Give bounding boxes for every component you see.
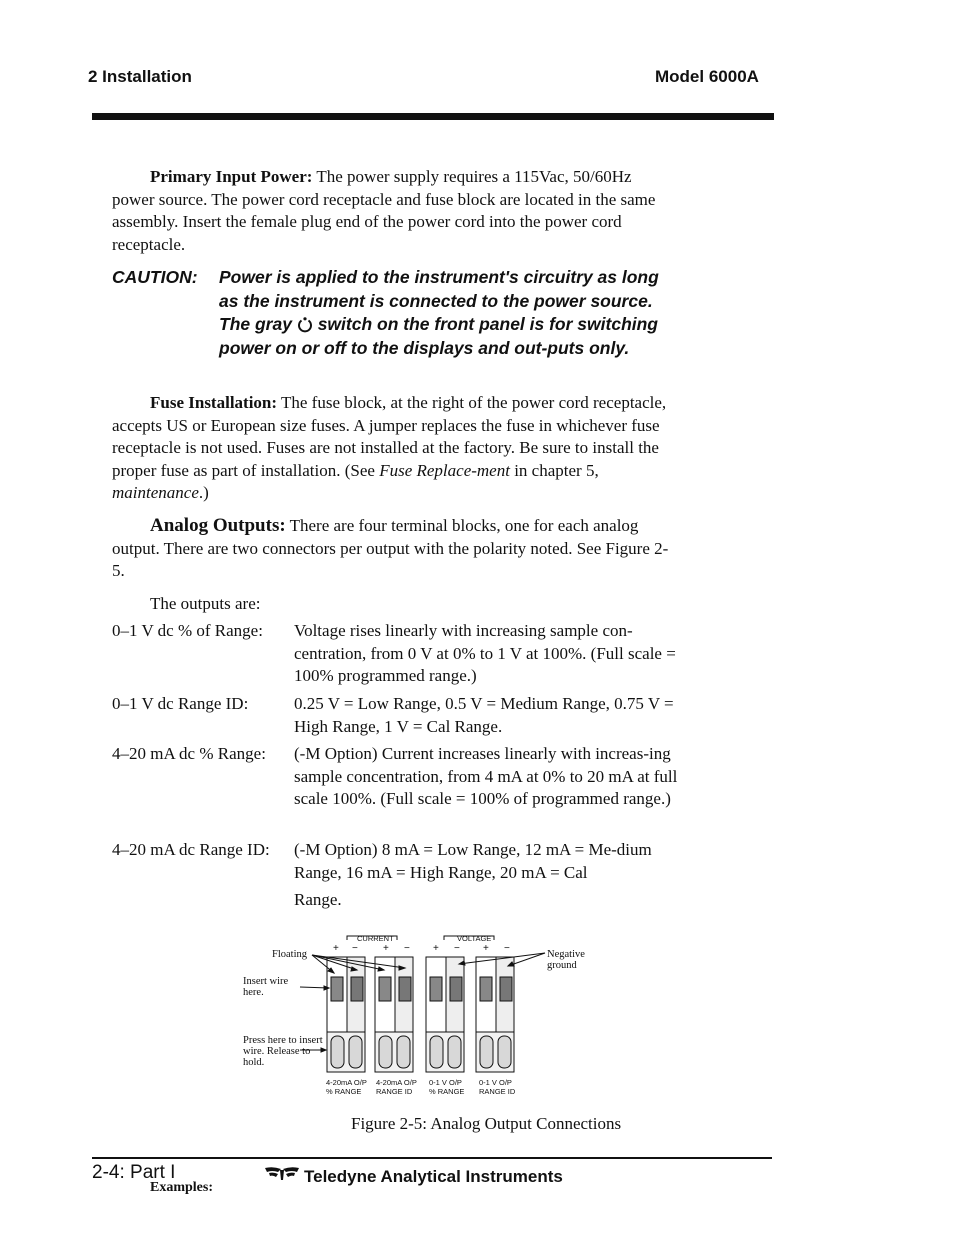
output-desc: Range. <box>294 890 342 909</box>
outputs-intro <box>112 593 677 616</box>
terminal-label-1: 4-20mA O/P % RANGE <box>326 1078 367 1096</box>
teledyne-logo-icon <box>264 1166 300 1187</box>
section-header: 2 Installation <box>88 67 192 86</box>
fuse-text-2: in chapter 5, <box>509 460 599 480</box>
fuse-text: The fuse block, at the right of the power cord receptacle, accepts US or European size fuses. A jumper replaces the fuse in whichever fuse receptacle is not used. Fuses are not installed at the factory. Be sure to install the proper fuse as part of installation. (See <box>112 393 667 480</box>
analog-output-figure <box>240 930 600 1105</box>
callout-insert-wire: Insert wire here. <box>243 976 289 998</box>
output-desc: (-M Option) Current increases linearly with increas-ing sample concentration, from 4 mA at 0% to 20 mA at full scale 100%. (Full scale = 100% of programmed range.) <box>294 744 678 808</box>
terminal-block-2 <box>375 957 413 1072</box>
terminal-label-2: 4-20mA O/P RANGE ID <box>376 1078 417 1096</box>
primary-power-paragraph <box>112 166 677 256</box>
plus-sign: + <box>383 943 389 954</box>
group-label-voltage: VOLTAGE <box>457 934 492 943</box>
analog-paragraph <box>112 515 677 583</box>
footer-rule <box>92 1157 772 1159</box>
callout-press-here: Press here to insert wire. Release to hold. <box>243 1035 323 1068</box>
caution-text-part2: switch on the front panel is for switching power on or off to the displays and out-puts only. <box>219 314 658 358</box>
terminal-label-3: 0-1 V O/P % RANGE <box>429 1078 465 1096</box>
output-term: 0–1 V dc Range ID: <box>112 694 249 713</box>
power-icon <box>297 316 313 332</box>
minus-sign: − <box>504 943 510 954</box>
minus-sign: − <box>352 943 358 954</box>
analog-heading: Analog Outputs: <box>150 515 286 536</box>
caution-text-part1: Power is applied to the instrument's circuitry as long as the instrument is connected to the power source. The gray <box>219 267 659 334</box>
caution-text <box>219 266 679 360</box>
output-term: 4–20 mA dc % Range: <box>112 744 266 763</box>
output-desc: Voltage rises linearly with increasing sample con-centration, from 0 V at 0% to 1 V at 100%. (Full scale = 100% programmed range.) <box>294 621 676 685</box>
group-label-current: CURRENT <box>357 934 394 943</box>
fuse-heading: Fuse Installation: <box>150 393 278 412</box>
fuse-chapter: maintenance <box>112 483 199 502</box>
terminal-block-4 <box>476 957 514 1072</box>
figure-caption: Figure 2-5: Analog Output Connections <box>351 1114 622 1133</box>
footer-brand: Teledyne Analytical Instruments <box>304 1167 563 1186</box>
header-rule <box>92 113 774 120</box>
callout-floating: Floating <box>272 949 308 960</box>
terminal-label-4: 0-1 V O/P RANGE ID <box>479 1078 516 1096</box>
page-number: 2-4: Part I <box>92 1162 176 1183</box>
minus-sign: − <box>404 943 410 954</box>
output-term: 4–20 mA dc Range ID: <box>112 840 270 859</box>
primary-power-text: The power supply requires a 115Vac, 50/60Hz power source. The power cord receptacle and fuse block are located in the same assembly. Insert the female plug end of the power cord into the power cord receptacle. <box>112 167 656 254</box>
fuse-reference: Fuse Replace-ment <box>379 460 510 480</box>
primary-power-heading: Primary Input Power: <box>150 167 313 186</box>
model-header: Model 6000A <box>655 67 759 86</box>
caution-label: CAUTION: <box>112 267 198 287</box>
output-desc: (-M Option) 8 mA = Low Range, 12 mA = Me-dium Range, 16 mA = High Range, 20 mA = Cal <box>294 840 652 882</box>
terminal-block-1 <box>327 957 365 1072</box>
minus-sign: − <box>454 943 460 954</box>
callout-negative-ground: Negative ground <box>547 949 585 971</box>
fuse-paragraph <box>112 392 677 505</box>
output-term: 0–1 V dc % of Range: <box>112 621 263 640</box>
plus-sign: + <box>483 943 489 954</box>
plus-sign: + <box>333 943 339 954</box>
output-desc: 0.25 V = Low Range, 0.5 V = Medium Range, 0.75 V = High Range, 1 V = Cal Range. <box>294 694 674 736</box>
analog-text: There are four terminal blocks, one for each analog output. There are two connectors per output with the polarity noted. See Figure 2-5. <box>112 516 669 580</box>
caution-block <box>112 266 682 386</box>
plus-sign: + <box>433 943 439 954</box>
examples-label: Examples: <box>150 1180 213 1195</box>
terminal-block-3 <box>426 957 464 1072</box>
outputs-intro-text: The outputs are: <box>150 594 261 613</box>
fuse-text-3: .) <box>198 483 209 502</box>
